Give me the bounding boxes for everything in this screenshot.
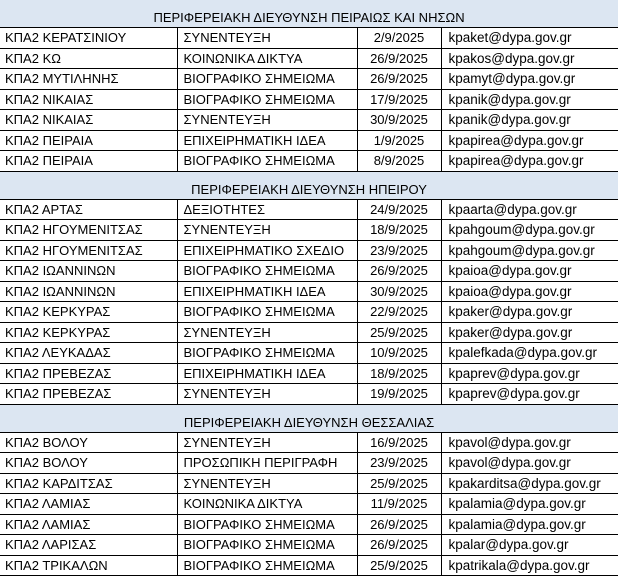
table-row: [0, 240, 618, 261]
email-cell[interactable]: kpaioa@dypa.gov.gr: [441, 261, 618, 282]
table-row: [0, 281, 618, 302]
date-cell: 26/9/2025: [357, 69, 441, 90]
email-cell[interactable]: kpamyt@dypa.gov.gr: [441, 69, 618, 90]
office-cell: ΚΠΑ2 ΛΑΡΙΣΑΣ: [0, 535, 177, 556]
email-cell[interactable]: kpahgoum@dypa.gov.gr: [441, 240, 618, 261]
office-cell: ΚΠΑ2 ΜΥΤΙΛΗΝΗΣ: [0, 69, 177, 90]
email-cell[interactable]: kpaprev@dypa.gov.gr: [441, 363, 618, 384]
topic-cell: ΣΥΝΕΝΤΕΥΞΗ: [177, 384, 357, 405]
section-title: ΠΕΡΙΦΕΡΕΙΑΚΗ ΔΙΕΥΘΥΝΣΗ ΘΕΣΣΑΛΙΑΣ: [183, 414, 435, 430]
email-cell[interactable]: kpaarta@dypa.gov.gr: [441, 199, 618, 220]
office-cell: ΚΠΑ2 ΛΑΜΙΑΣ: [0, 514, 177, 535]
email-cell[interactable]: kpavol@dypa.gov.gr: [441, 453, 618, 474]
office-cell: ΚΠΑ2 ΝΙΚΑΙΑΣ: [0, 110, 177, 131]
office-cell: ΚΠΑ2 ΛΕΥΚΑΔΑΣ: [0, 343, 177, 364]
office-cell: ΚΠΑ2 ΚΩ: [0, 48, 177, 69]
topic-cell: ΒΙΟΓΡΑΦΙΚΟ ΣΗΜΕΙΩΜΑ: [177, 261, 357, 282]
topic-cell: ΒΙΟΓΡΑΦΙΚΟ ΣΗΜΕΙΩΜΑ: [177, 151, 357, 172]
office-cell: ΚΠΑ2 ΒΟΛΟΥ: [0, 432, 177, 453]
topic-cell: ΒΙΟΓΡΑΦΙΚΟ ΣΗΜΕΙΩΜΑ: [177, 302, 357, 323]
office-cell: ΚΠΑ2 ΚΕΡΑΤΣΙΝΙΟΥ: [0, 28, 177, 49]
email-cell[interactable]: kpalefkada@dypa.gov.gr: [441, 343, 618, 364]
email-cell[interactable]: kpaket@dypa.gov.gr: [441, 28, 618, 49]
date-cell: 22/9/2025: [357, 302, 441, 323]
table-row: [0, 343, 618, 364]
date-cell: 26/9/2025: [357, 514, 441, 535]
office-cell: ΚΠΑ2 ΤΡΙΚΑΛΩΝ: [0, 555, 177, 576]
table-row: [0, 302, 618, 323]
email-cell[interactable]: kpalar@dypa.gov.gr: [441, 535, 618, 556]
table-row: [0, 555, 618, 576]
table-row: [0, 322, 618, 343]
email-cell[interactable]: kpakarditsa@dypa.gov.gr: [441, 473, 618, 494]
table-row: [0, 432, 618, 453]
topic-cell: ΕΠΙΧΕΙΡΗΜΑΤΙΚΗ ΙΔΕΑ: [177, 130, 357, 151]
date-cell: 23/9/2025: [357, 453, 441, 474]
table-row: [0, 363, 618, 384]
date-cell: 19/9/2025: [357, 384, 441, 405]
date-cell: 24/9/2025: [357, 199, 441, 220]
section-header-row: [0, 0, 618, 28]
date-cell: 25/9/2025: [357, 473, 441, 494]
section-title: ΠΕΡΙΦΕΡΕΙΑΚΗ ΔΙΕΥΘΥΝΣΗ ΗΠΕΙΡΟΥ: [191, 181, 427, 197]
email-cell[interactable]: kpalamia@dypa.gov.gr: [441, 494, 618, 515]
date-cell: 8/9/2025: [357, 151, 441, 172]
topic-cell: ΣΥΝΕΝΤΕΥΞΗ: [177, 110, 357, 131]
email-cell[interactable]: kpanik@dypa.gov.gr: [441, 110, 618, 131]
email-cell[interactable]: kpatrikala@dypa.gov.gr: [441, 555, 618, 576]
email-cell[interactable]: kpanik@dypa.gov.gr: [441, 89, 618, 110]
office-cell: ΚΠΑ2 ΚΑΡΔΙΤΣΑΣ: [0, 473, 177, 494]
table-row: [0, 514, 618, 535]
email-cell[interactable]: kpalamia@dypa.gov.gr: [441, 514, 618, 535]
office-cell: ΚΠΑ2 ΙΩΑΝΝΙΝΩΝ: [0, 261, 177, 282]
office-cell: ΚΠΑ2 ΠΕΙΡΑΙΑ: [0, 151, 177, 172]
email-cell[interactable]: kpapirea@dypa.gov.gr: [441, 151, 618, 172]
section-title: ΠΕΡΙΦΕΡΕΙΑΚΗ ΔΙΕΥΘΥΝΣΗ ΠΕΙΡΑΙΩΣ ΚΑΙ ΝΗΣΩΝ: [153, 10, 465, 25]
topic-cell: ΣΥΝΕΝΤΕΥΞΗ: [177, 322, 357, 343]
topic-cell: ΒΙΟΓΡΑΦΙΚΟ ΣΗΜΕΙΩΜΑ: [177, 514, 357, 535]
email-cell[interactable]: kpahgoum@dypa.gov.gr: [441, 220, 618, 241]
date-cell: 26/9/2025: [357, 261, 441, 282]
topic-cell: ΒΙΟΓΡΑΦΙΚΟ ΣΗΜΕΙΩΜΑ: [177, 555, 357, 576]
topic-cell: ΒΙΟΓΡΑΦΙΚΟ ΣΗΜΕΙΩΜΑ: [177, 69, 357, 90]
date-cell: 26/9/2025: [357, 535, 441, 556]
topic-cell: ΕΠΙΧΕΙΡΗΜΑΤΙΚΗ ΙΔΕΑ: [177, 281, 357, 302]
topic-cell: ΚΟΙΝΩΝΙΚΑ ΔΙΚΤΥΑ: [177, 48, 357, 69]
date-cell: 16/9/2025: [357, 432, 441, 453]
table-row: [0, 384, 618, 405]
office-cell: ΚΠΑ2 ΑΡΤΑΣ: [0, 199, 177, 220]
date-cell: 25/9/2025: [357, 555, 441, 576]
date-cell: 18/9/2025: [357, 220, 441, 241]
section-header-cell: [0, 0, 618, 28]
office-cell: ΚΠΑ2 ΠΡΕΒΕΖΑΣ: [0, 384, 177, 405]
office-cell: ΚΠΑ2 ΗΓΟΥΜΕΝΙΤΣΑΣ: [0, 240, 177, 261]
table-row: [0, 453, 618, 474]
table-row: [0, 473, 618, 494]
date-cell: 30/9/2025: [357, 110, 441, 131]
topic-cell: ΣΥΝΕΝΤΕΥΞΗ: [177, 220, 357, 241]
topic-cell: ΚΟΙΝΩΝΙΚΑ ΔΙΚΤΥΑ: [177, 494, 357, 515]
topic-cell: ΣΥΝΕΝΤΕΥΞΗ: [177, 432, 357, 453]
table-row: [0, 130, 618, 151]
date-cell: 11/9/2025: [357, 494, 441, 515]
topic-cell: ΒΙΟΓΡΑΦΙΚΟ ΣΗΜΕΙΩΜΑ: [177, 343, 357, 364]
table-row: [0, 220, 618, 241]
table-row: [0, 110, 618, 131]
table-row: [0, 28, 618, 49]
email-cell[interactable]: kpapirea@dypa.gov.gr: [441, 130, 618, 151]
office-cell: ΚΠΑ2 ΚΕΡΚΥΡΑΣ: [0, 302, 177, 323]
date-cell: 26/9/2025: [357, 48, 441, 69]
table-row: [0, 199, 618, 220]
date-cell: 17/9/2025: [357, 89, 441, 110]
date-cell: 10/9/2025: [357, 343, 441, 364]
table-row: [0, 494, 618, 515]
office-cell: ΚΠΑ2 ΗΓΟΥΜΕΝΙΤΣΑΣ: [0, 220, 177, 241]
email-cell[interactable]: kpavol@dypa.gov.gr: [441, 432, 618, 453]
topic-cell: ΕΠΙΧΕΙΡΗΜΑΤΙΚΟ ΣΧΕΔΙΟ: [177, 240, 357, 261]
office-cell: ΚΠΑ2 ΙΩΑΝΝΙΝΩΝ: [0, 281, 177, 302]
email-cell[interactable]: kpaprev@dypa.gov.gr: [441, 384, 618, 405]
topic-cell: ΠΡΟΣΩΠΙΚΗ ΠΕΡΙΓΡΑΦΗ: [177, 453, 357, 474]
table-row: [0, 89, 618, 110]
table-row: [0, 535, 618, 556]
email-cell[interactable]: kpaioa@dypa.gov.gr: [441, 281, 618, 302]
topic-cell: ΒΙΟΓΡΑΦΙΚΟ ΣΗΜΕΙΩΜΑ: [177, 535, 357, 556]
email-cell[interactable]: kpaker@dypa.gov.gr: [441, 322, 618, 343]
table-row: [0, 69, 618, 90]
section-header-cell: [0, 404, 618, 432]
table-row: [0, 48, 618, 69]
office-cell: ΚΠΑ2 ΠΕΙΡΑΙΑ: [0, 130, 177, 151]
email-cell[interactable]: kpakos@dypa.gov.gr: [441, 48, 618, 69]
email-cell[interactable]: kpaker@dypa.gov.gr: [441, 302, 618, 323]
section-header-row: [0, 171, 618, 199]
office-cell: ΚΠΑ2 ΛΑΜΙΑΣ: [0, 494, 177, 515]
date-cell: 25/9/2025: [357, 322, 441, 343]
table-row: [0, 261, 618, 282]
date-cell: 1/9/2025: [357, 130, 441, 151]
topic-cell: ΣΥΝΕΝΤΕΥΞΗ: [177, 473, 357, 494]
office-cell: ΚΠΑ2 ΝΙΚΑΙΑΣ: [0, 89, 177, 110]
office-cell: ΚΠΑ2 ΒΟΛΟΥ: [0, 453, 177, 474]
office-cell: ΚΠΑ2 ΚΕΡΚΥΡΑΣ: [0, 322, 177, 343]
date-cell: 18/9/2025: [357, 363, 441, 384]
office-cell: ΚΠΑ2 ΠΡΕΒΕΖΑΣ: [0, 363, 177, 384]
table-row: [0, 151, 618, 172]
date-cell: 2/9/2025: [357, 28, 441, 49]
topic-cell: ΒΙΟΓΡΑΦΙΚΟ ΣΗΜΕΙΩΜΑ: [177, 89, 357, 110]
section-header-cell: [0, 171, 618, 199]
date-cell: 30/9/2025: [357, 281, 441, 302]
topic-cell: ΕΠΙΧΕΙΡΗΜΑΤΙΚΗ ΙΔΕΑ: [177, 363, 357, 384]
date-cell: 23/9/2025: [357, 240, 441, 261]
topic-cell: ΣΥΝΕΝΤΕΥΞΗ: [177, 28, 357, 49]
section-header-row: [0, 404, 618, 432]
topic-cell: ΔΕΞΙΟΤΗΤΕΣ: [177, 199, 357, 220]
